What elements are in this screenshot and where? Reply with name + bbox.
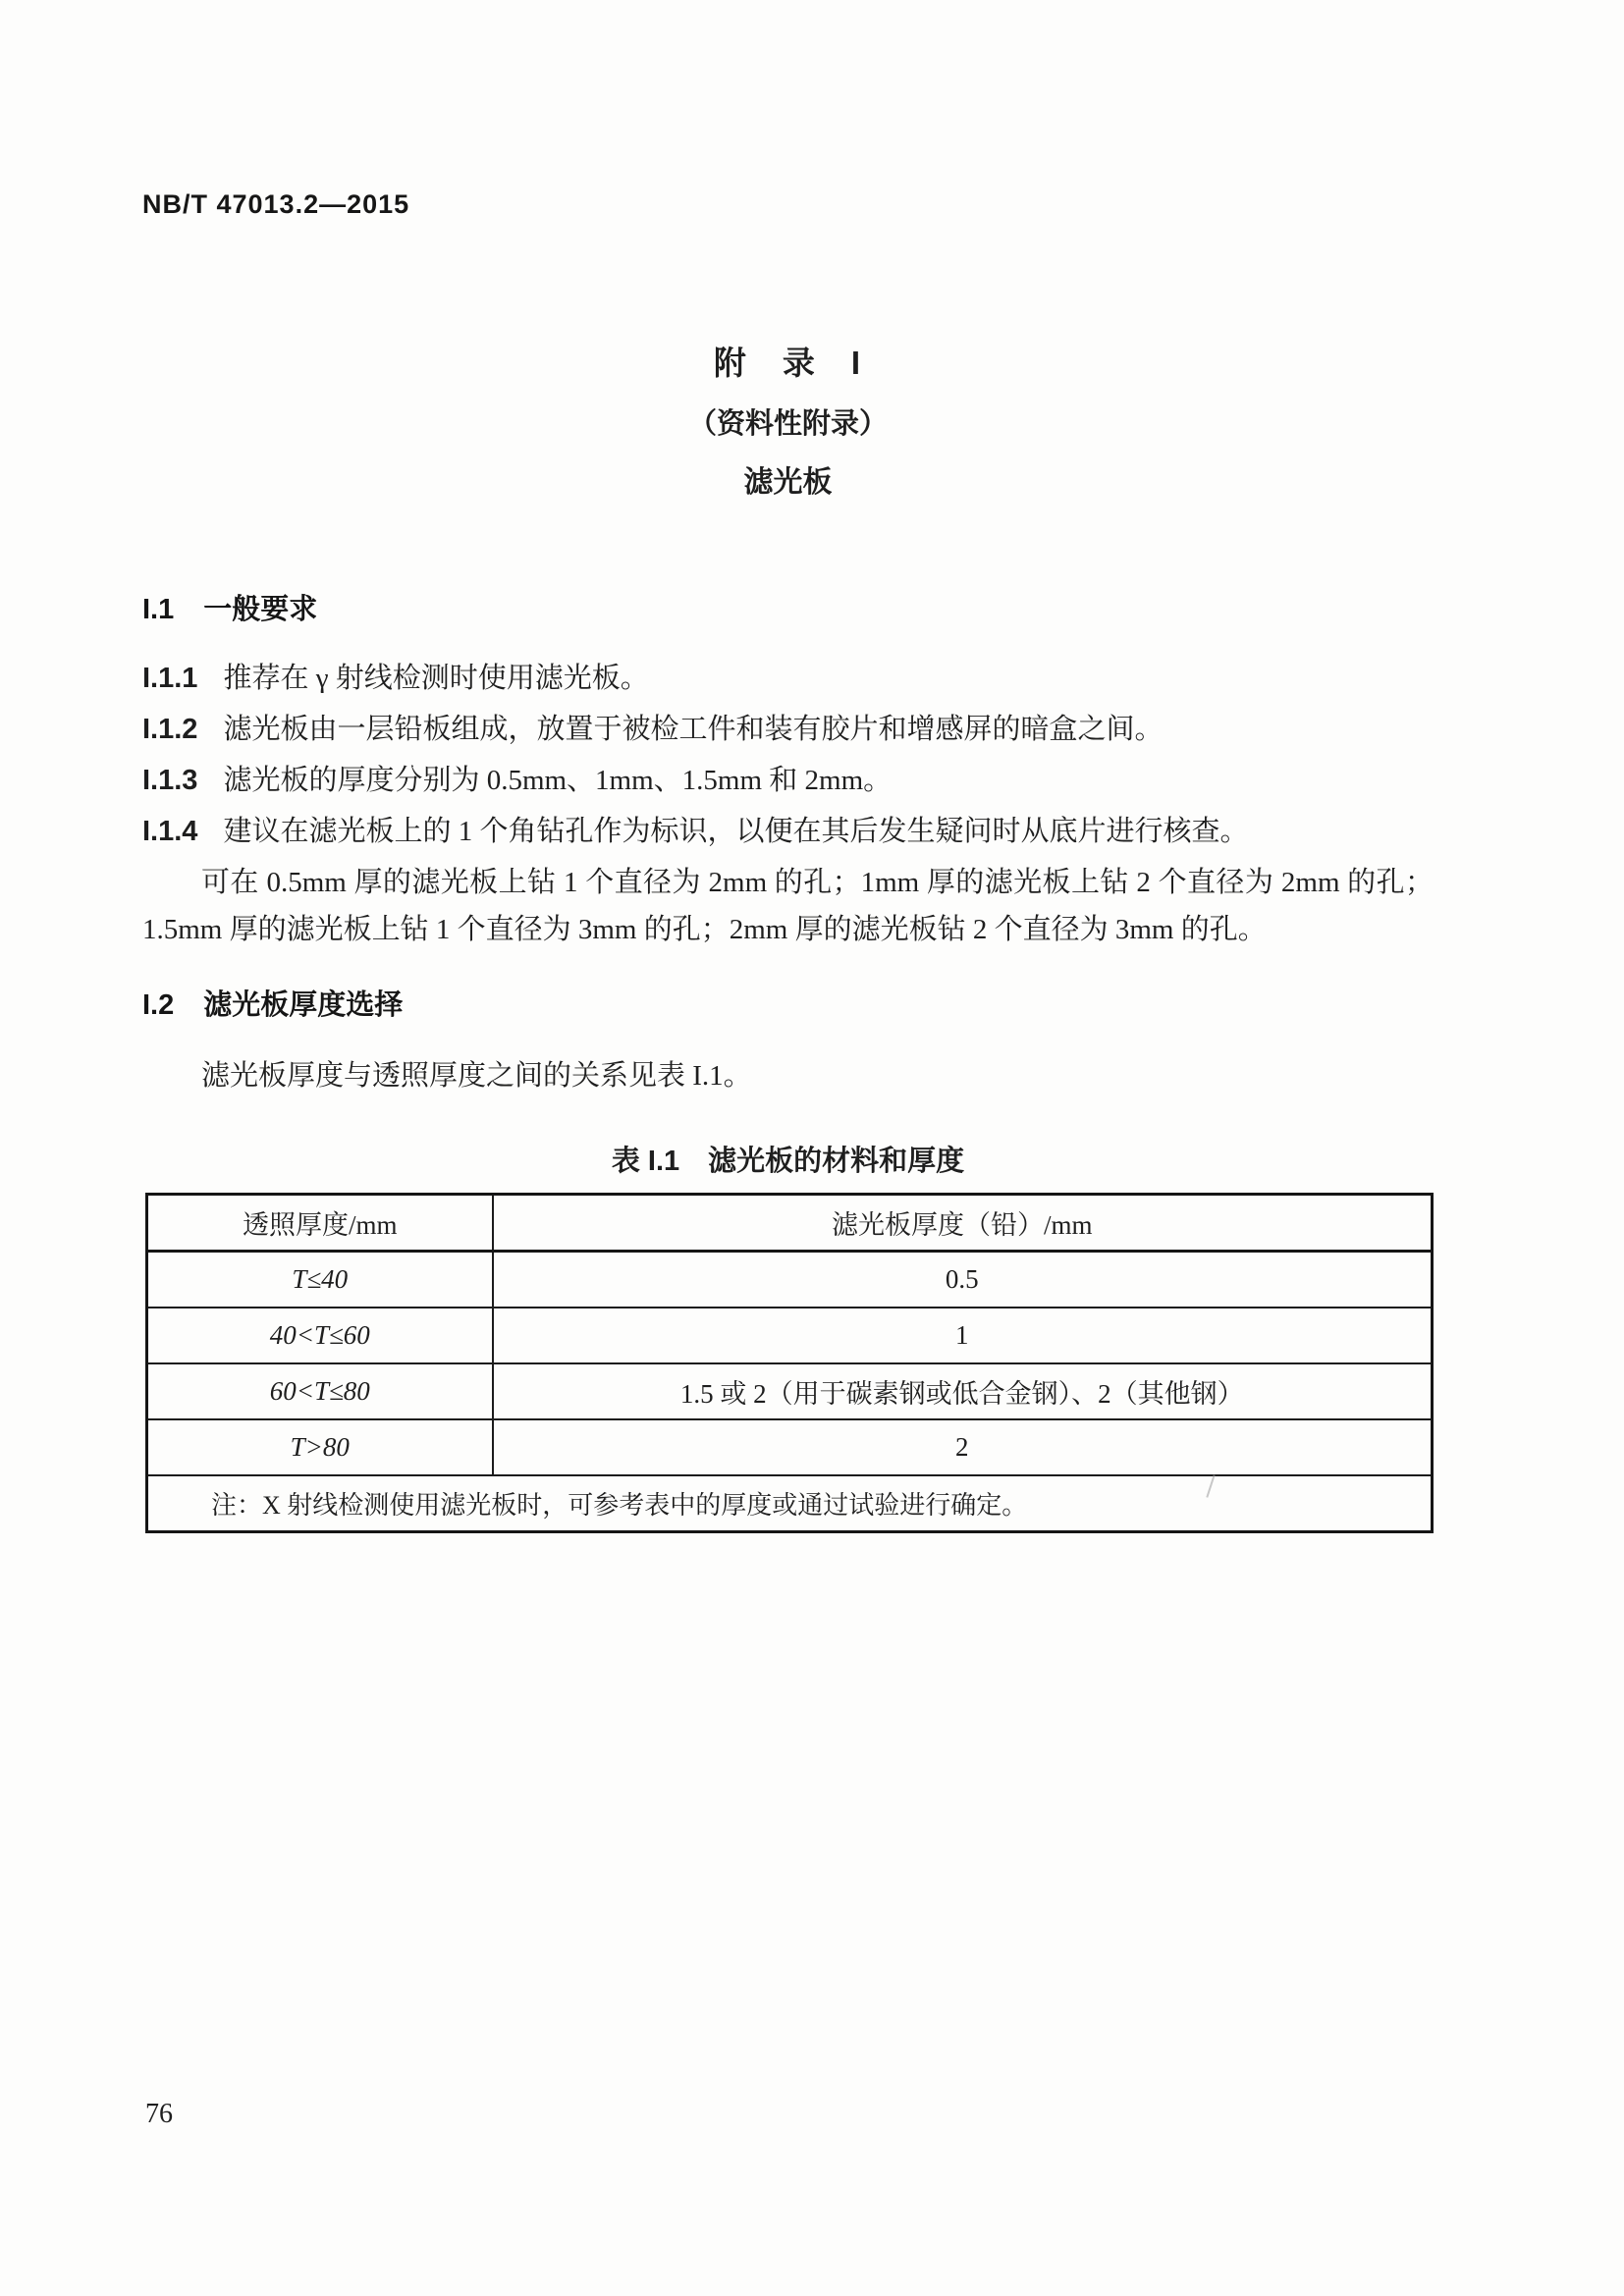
table-header-row — [147, 1195, 1433, 1252]
table-row — [147, 1252, 1433, 1308]
table-caption: 表 I.1 滤光板的材料和厚度 — [611, 1146, 965, 1177]
filter-plate-thickness-table — [145, 1193, 1434, 1533]
section-1-paragraph: 可在 0.5mm 厚的滤光板上钻 1 个直径为 2mm 的孔；1mm 厚的滤光板上钻 2 个直径为 2mm 的孔；1.5mm 厚的滤光板上钻 1 个直径为 3mm 的孔；2mm 厚的滤光板钻 2 个直径为 3mm 的孔。 — [142, 867, 1434, 945]
col-header-transillumination-thickness: 透照厚度/mm — [147, 1195, 493, 1252]
col-header-filter-plate-thickness: 滤光板厚度（铅）/mm — [493, 1195, 1433, 1252]
section-1-number: I.1 — [142, 594, 175, 625]
cell-thickness-range-4: T>80 — [147, 1419, 493, 1475]
table-note-row — [147, 1475, 1433, 1532]
table-row — [147, 1308, 1433, 1363]
clause-i111-text: 推荐在 γ 射线检测时使用滤光板。 — [223, 663, 649, 694]
clause-i113-text: 滤光板的厚度分别为 0.5mm、1mm、1.5mm 和 2mm。 — [223, 765, 893, 796]
section-1-clauses — [142, 653, 1434, 953]
page-number: 76 — [145, 2099, 173, 2129]
cell-thickness-range-2: 40<T≤60 — [147, 1308, 493, 1363]
clause-i112 — [142, 704, 1434, 755]
clause-i114-text: 建议在滤光板上的 1 个角钻孔作为标识，以便在其后发生疑问时从底片进行核查。 — [223, 816, 1249, 847]
table-row — [147, 1419, 1433, 1475]
clause-i111 — [142, 653, 1434, 704]
table-note: 注：X 射线检测使用滤光板时，可参考表中的厚度或通过试验进行确定。 — [147, 1475, 1433, 1532]
section-2-heading — [142, 983, 1434, 1023]
clause-i113 — [142, 755, 1434, 806]
section-2-paragraph: 滤光板厚度与透照厚度之间的关系见表 I.1。 — [201, 1060, 752, 1092]
clause-i113-number: I.1.3 — [142, 765, 198, 796]
standard-number-header: NB/T 47013.2—2015 — [142, 189, 410, 219]
table-row — [147, 1363, 1433, 1419]
cell-thickness-range-1: T≤40 — [147, 1252, 493, 1308]
section-1-label: 一般要求 — [203, 594, 318, 625]
clause-i114 — [142, 806, 1434, 857]
cell-plate-thickness-3: 1.5 或 2（用于碳素钢或低合金钢）、2（其他钢） — [493, 1363, 1433, 1419]
clause-i111-number: I.1.1 — [142, 663, 198, 694]
section-1-heading — [142, 587, 1434, 627]
clause-i112-number: I.1.2 — [142, 714, 198, 745]
cell-plate-thickness-1: 0.5 — [493, 1252, 1433, 1308]
cell-plate-thickness-2: 1 — [493, 1308, 1433, 1363]
appendix-name: 滤光板 — [743, 466, 833, 499]
cell-thickness-range-3: 60<T≤80 — [147, 1363, 493, 1419]
clause-i112-text: 滤光板由一层铅板组成，放置于被检工件和装有胶片和增感屏的暗盒之间。 — [223, 714, 1164, 745]
appendix-title-block — [142, 338, 1434, 501]
clause-i114-number: I.1.4 — [142, 816, 198, 847]
section-2-label: 滤光板厚度选择 — [203, 989, 404, 1021]
appendix-subtitle: （资料性附录） — [687, 408, 888, 440]
section-2-number: I.2 — [142, 989, 175, 1021]
cell-plate-thickness-4: 2 — [493, 1419, 1433, 1475]
appendix-title: 附 录 I — [713, 345, 863, 381]
